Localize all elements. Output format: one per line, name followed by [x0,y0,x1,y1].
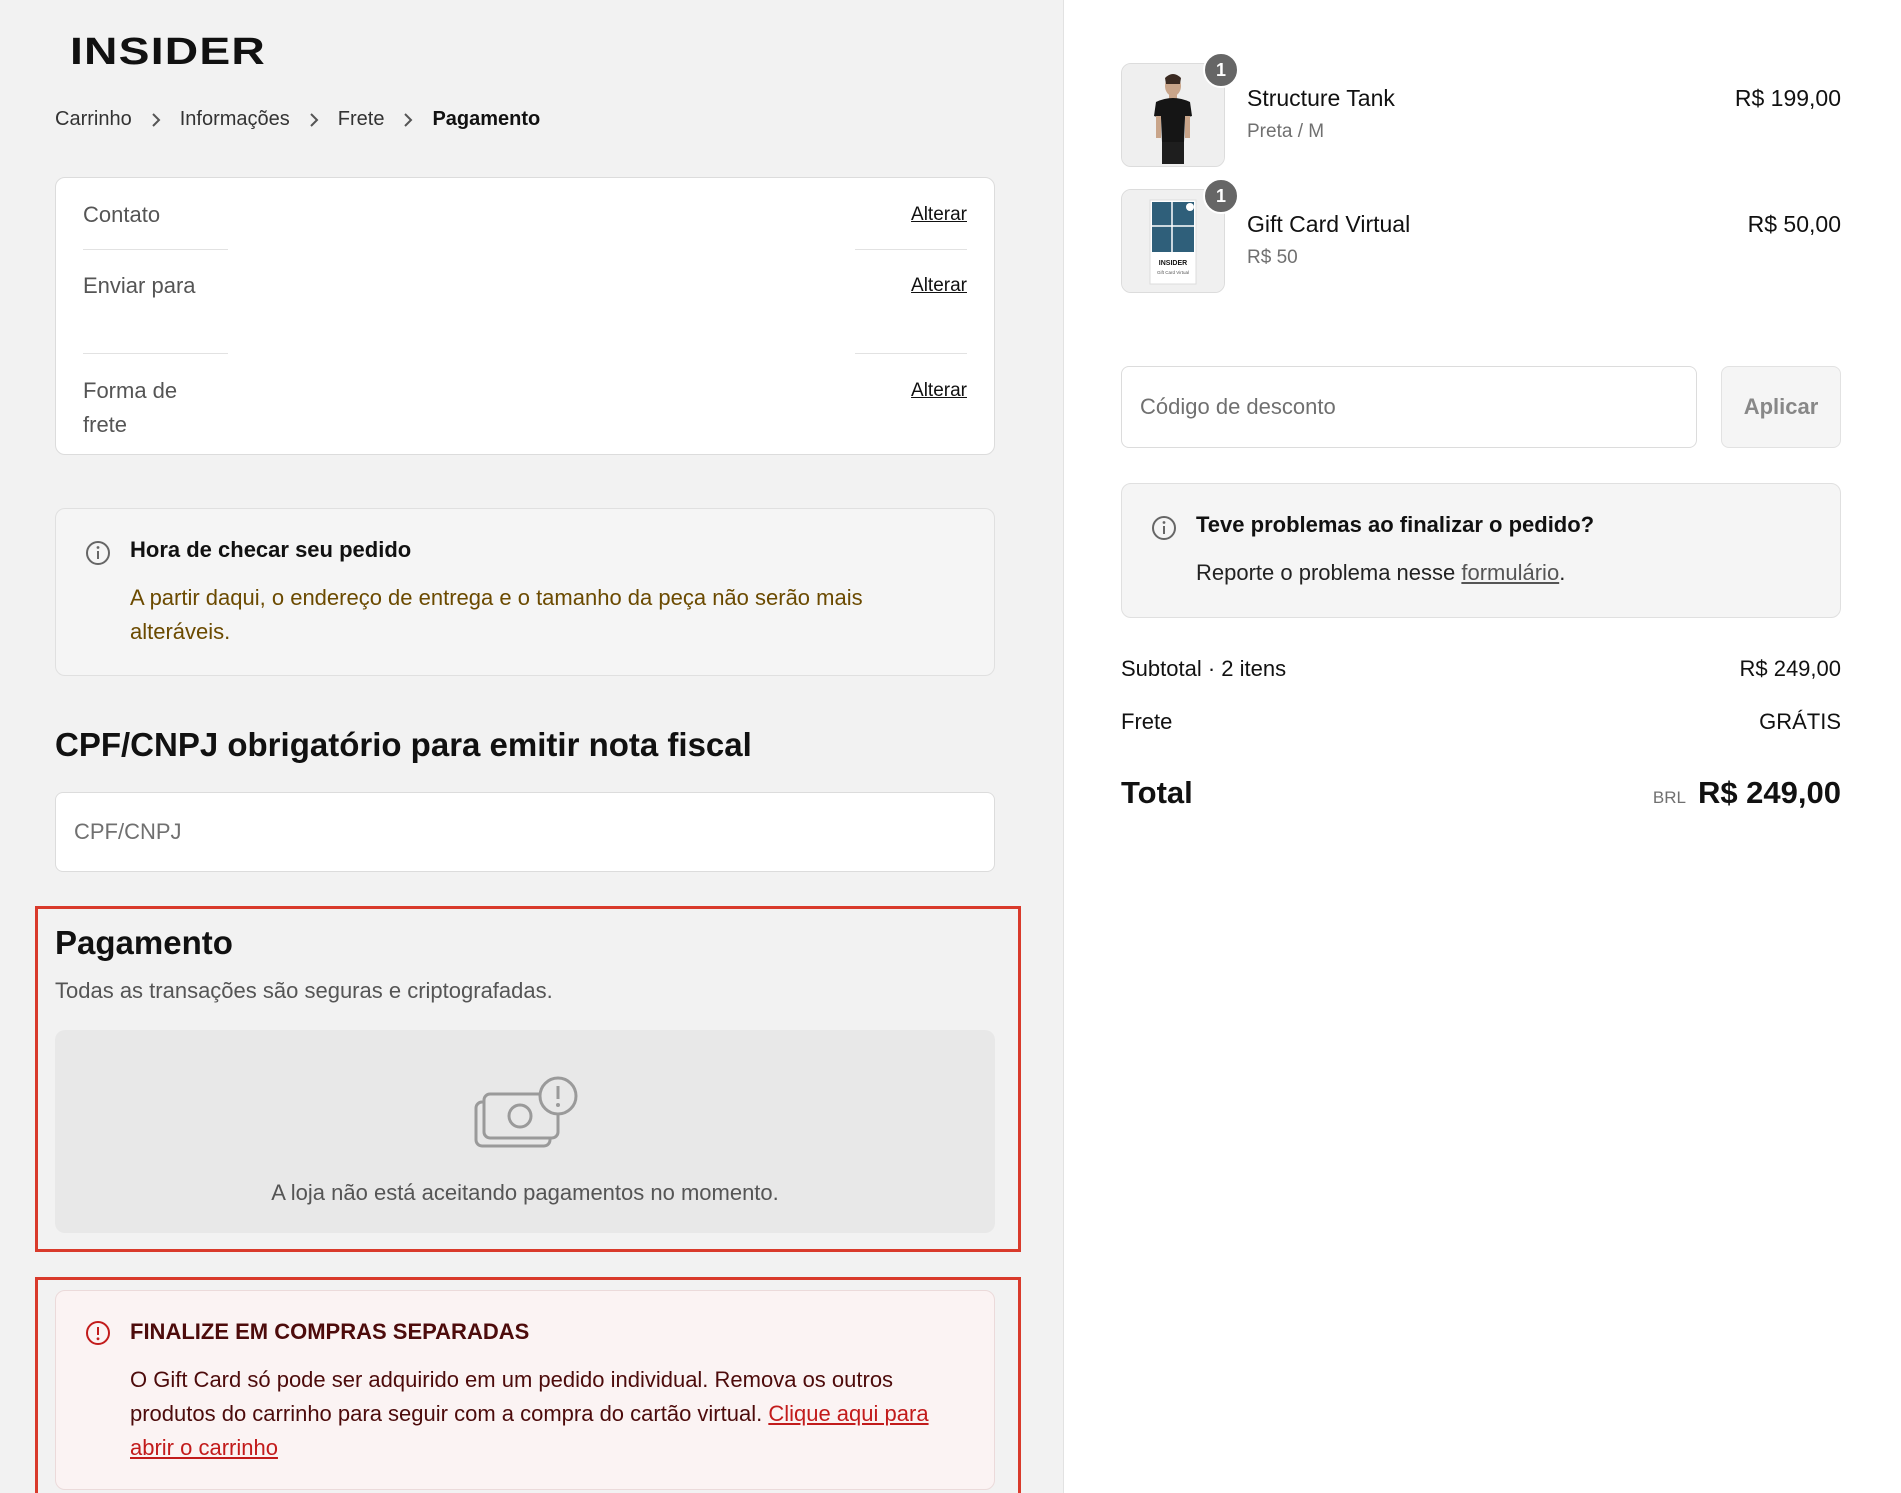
quantity-badge: 1 [1203,178,1239,214]
notice-title: Hora de checar seu pedido [130,537,412,562]
divider [83,249,228,250]
gift-card-caption: Gift Card Virtual [1157,270,1189,275]
order-review-box [55,177,995,455]
total-label: Total [1121,775,1193,810]
product-variant: R$ 50 [1247,247,1298,268]
change-contact-link[interactable]: Alterar [911,204,967,225]
quantity-badge: 1 [1203,52,1239,88]
payment-subtitle: Todas as transações são seguras e criptografadas. [55,978,553,1003]
total-value: R$ 249,00 [1697,775,1841,810]
divider [83,353,228,354]
change-shipping-link[interactable]: Alterar [911,380,967,401]
breadcrumb-pagamento: Pagamento [432,108,541,130]
breadcrumb-carrinho[interactable]: Carrinho [55,108,132,130]
payment-unavailable-panel [55,1030,995,1233]
product-price: R$ 50,00 [1747,211,1841,237]
product-thumbnail [1121,185,1226,293]
divider [855,249,967,250]
cpf-cnpj-input[interactable] [55,792,995,872]
review-label: Enviar para [83,273,196,298]
breadcrumb-frete[interactable]: Frete [337,108,385,130]
warning-text: O Gift Card só pode ser adquirido em um pedido individual. Remova os outros produtos do carrinho para seguir com a compra do cartão virtual. [130,1367,894,1426]
review-label: Forma de frete [83,378,178,437]
shipping-row [1121,709,1841,735]
total-amount [1653,775,1841,811]
subtotal-value: R$ 249,00 [1739,656,1841,681]
separate-purchase-warning [55,1290,995,1490]
open-cart-link[interactable]: Clique aqui para abrir o carrinho [130,1401,929,1460]
help-suffix: . [1559,560,1566,585]
alert-circle-icon [84,1319,112,1352]
review-row-forma-frete [83,374,967,442]
info-icon [84,539,112,572]
cart-item-gift-card [1121,185,1841,293]
notice-body: A partir daqui, o endereço de entrega e o tamanho da peça não serão mais alteráveis. [130,585,863,644]
check-order-notice [55,508,995,676]
total-row [1121,775,1841,811]
insider-logo[interactable] [70,30,270,75]
help-title: Teve problemas ao finalizar o pedido? [1196,512,1595,537]
shipping-label: Frete [1121,709,1173,734]
gift-card-brand: INSIDER [1158,260,1188,267]
chevron-right-icon [150,112,162,128]
apply-discount-button[interactable]: Aplicar [1721,366,1841,448]
help-body [1196,560,1565,586]
chevron-right-icon [402,112,414,128]
chevron-right-icon [308,112,320,128]
warning-body [130,1363,960,1465]
change-address-link[interactable]: Alterar [911,275,967,296]
discount-code-input[interactable] [1121,366,1697,448]
warning-title: FINALIZE EM COMPRAS SEPARADAS [130,1319,530,1344]
payment-unavailable-message: A loja não está aceitando pagamentos no momento. [271,1180,779,1205]
review-label: Contato [83,202,161,227]
breadcrumb-informacoes[interactable]: Informações [179,108,290,130]
logo-text: INSIDER [70,31,266,70]
shipping-value: GRÁTIS [1759,709,1841,734]
subtotal-label: Subtotal · 2 itens [1121,656,1287,681]
report-form-link[interactable]: formulário [1461,560,1560,585]
help-prefix: Reporte o problema nesse [1196,560,1462,585]
product-name: Gift Card Virtual [1247,211,1411,237]
order-summary-column [1065,0,1901,1493]
product-price: R$ 199,00 [1734,85,1841,111]
cpf-section-title: CPF/CNPJ obrigatório para emitir nota fiscal [55,726,752,763]
payment-title: Pagamento [55,924,233,961]
review-row-contato [83,198,967,232]
payment-unavailable-icon [474,1074,578,1155]
product-name: Structure Tank [1247,85,1395,111]
breadcrumb [55,108,540,131]
help-notice [1121,483,1841,618]
product-thumbnail [1121,59,1226,167]
review-row-enviar [83,269,967,303]
currency-code: BRL [1652,788,1686,807]
subtotal-row [1121,656,1841,682]
info-icon [1150,514,1178,547]
divider [855,353,967,354]
product-variant: Preta / M [1247,121,1325,142]
cart-item-structure-tank [1121,59,1841,167]
